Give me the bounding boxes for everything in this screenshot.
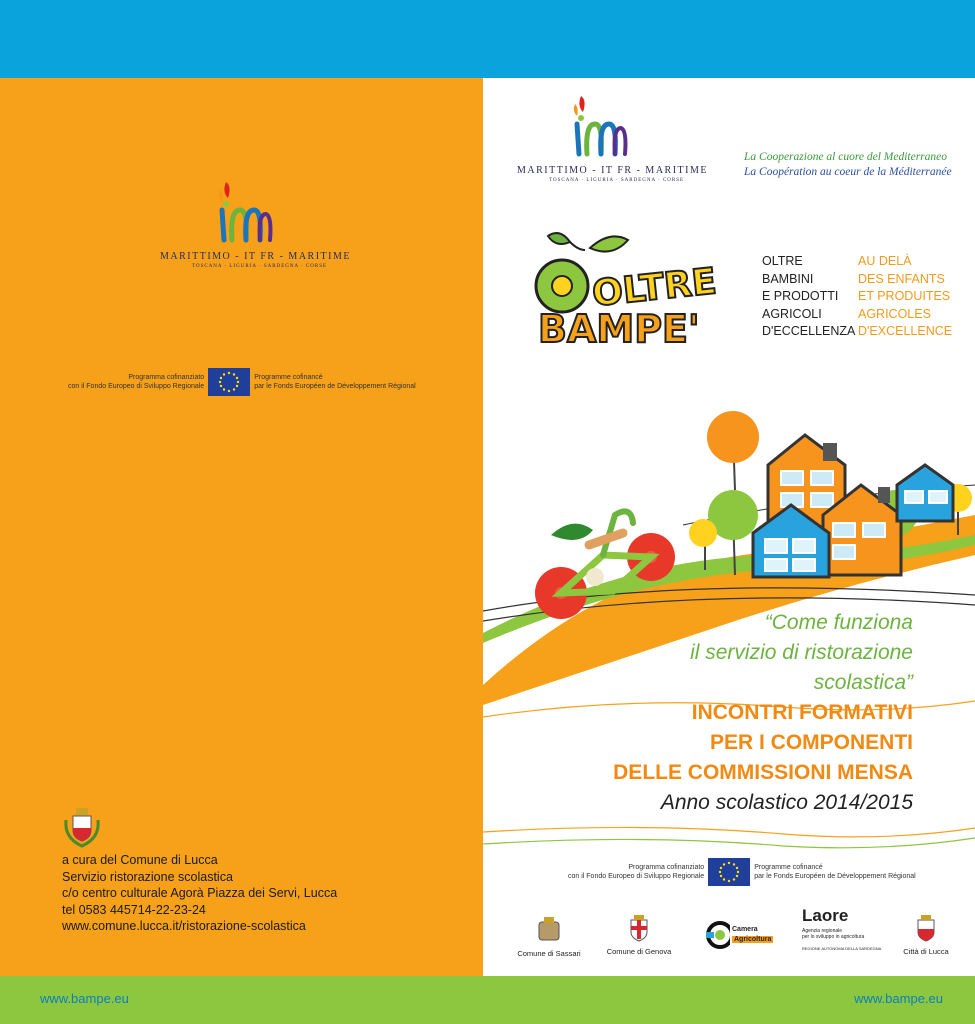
lucca-crest-icon [62, 806, 102, 850]
eu-fr-line1: Programme cofinancé [754, 864, 823, 871]
genova-crest-icon [626, 914, 652, 942]
lucca-website[interactable]: www.comune.lucca.it/ristorazione-scolastica [62, 919, 306, 933]
partner-genova-label: Comune di Genova [606, 947, 672, 956]
title-quote-line2: il servizio di ristorazione [690, 641, 913, 664]
partner-sassari [514, 916, 584, 958]
lucca-contact-info [62, 852, 337, 935]
cooperation-tagline [744, 150, 952, 180]
camera-label-line1: Camera [732, 926, 758, 933]
sassari-crest-icon [536, 916, 562, 944]
laore-sub1: Agenzia regionale [802, 928, 843, 934]
oltre-bampe-logo [530, 228, 730, 353]
eu-flag-icon [708, 858, 750, 886]
eu-it-line2: con il Fondo Europeo di Sviluppo Regionale [568, 873, 705, 880]
title-quote-line1: “Come funziona [764, 611, 913, 634]
laore-sub2: per lo sviluppo in agricoltura [802, 934, 865, 940]
project-it-line: E PRODOTTI [762, 289, 839, 303]
project-fr-line: AU DELÀ [858, 254, 912, 268]
divider-waves [483, 822, 975, 852]
tree-icon [707, 411, 759, 490]
project-fr-line: AGRICOLES [858, 306, 931, 321]
lucca-phone: tel 0583 445714-22-23-24 [62, 902, 206, 917]
marittimo-logo-left [160, 180, 351, 275]
oltre-logo-line1: OLTRE [590, 261, 719, 315]
footer-band [0, 976, 975, 1024]
top-band [0, 0, 975, 78]
brochure-title [613, 608, 913, 818]
eu-funding-right [568, 858, 916, 886]
partner-logos [500, 900, 970, 970]
laore-sub3: REGIONE AUTONOMA DELLA SARDEGNA [802, 946, 882, 951]
title-caps-line1: INCONTRI FORMATIVI [691, 701, 913, 724]
marittimo-wordmark: MARITTIMO - IT FR - MARITIME [160, 251, 351, 262]
project-fr-line: D'EXCELLENCE [858, 324, 953, 338]
marittimo-subline: TOSCANA · LIGURIA · SARDEGNA · CORSE [192, 264, 328, 269]
marittimo-im-icon [214, 180, 274, 248]
lucca-service: Servizio ristorazione scolastica [62, 869, 233, 884]
marittimo-logo-right [517, 94, 708, 189]
eu-fr-line2: par le Fonds Européen de Développement Régional [254, 383, 416, 390]
marittimo-subline: TOSCANA · LIGURIA · SARDEGNA · CORSE [549, 178, 685, 183]
project-it-line: D'ECCELLENZA [762, 324, 856, 338]
lucca-crest-icon [913, 914, 939, 942]
eu-fr-line1: Programme cofinancé [254, 374, 323, 381]
school-year: Anno scolastico 2014/2015 [660, 791, 913, 814]
partner-lucca-label: Città di Lucca [903, 947, 949, 956]
lucca-curated-by: a cura del Comune di Lucca [62, 853, 218, 867]
eu-funding-left [68, 368, 416, 396]
eu-flag-icon [208, 368, 250, 396]
project-description-fr [858, 253, 952, 341]
partner-laore [802, 906, 882, 951]
partner-genova [604, 914, 674, 956]
partner-lucca [896, 914, 956, 956]
eu-fr-line2: par le Fonds Européen de Développement Régional [754, 873, 916, 880]
cooperation-it: La Cooperazione al cuore del Mediterraneo [744, 151, 948, 163]
footer-url-left[interactable]: www.bampe.eu [40, 991, 129, 1006]
project-it-line: BAMBINI [762, 271, 814, 286]
title-quote-line3: scolastica” [813, 671, 913, 694]
title-caps-line3: DELLE COMMISSIONI MENSA [613, 761, 913, 784]
camera-agricoltura-icon [706, 918, 730, 952]
eu-it-line1: Programma cofinanziato [628, 864, 705, 871]
title-caps-line2: PER I COMPONENTI [709, 731, 913, 754]
cooperation-fr: La Coopération au coeur de la Méditerranée [744, 166, 952, 178]
eu-it-line1: Programma cofinanziato [128, 374, 205, 381]
marittimo-im-icon [569, 94, 629, 162]
house-icon [897, 465, 953, 521]
project-it-line: AGRICOLI [762, 306, 822, 321]
laore-wordmark: Laore [802, 906, 849, 925]
lucca-address: c/o centro culturale Agorà Piazza dei Servi, Lucca [62, 886, 338, 900]
project-description-it [762, 253, 855, 341]
project-fr-line: DES ENFANTS [858, 271, 945, 286]
marittimo-wordmark: MARITTIMO - IT FR - MARITIME [517, 165, 708, 176]
oltre-logo-line2: BAMPE' [538, 307, 700, 351]
camera-label-line2: Agricoltura [734, 936, 772, 943]
partner-sassari-label: Comune di Sassari [517, 949, 581, 958]
footer-url-right[interactable]: www.bampe.eu [854, 991, 943, 1006]
eu-it-line2: con il Fondo Europeo di Sviluppo Regionale [68, 383, 205, 390]
project-fr-line: ET PRODUITES [858, 289, 951, 303]
project-it-line: OLTRE [762, 254, 803, 268]
